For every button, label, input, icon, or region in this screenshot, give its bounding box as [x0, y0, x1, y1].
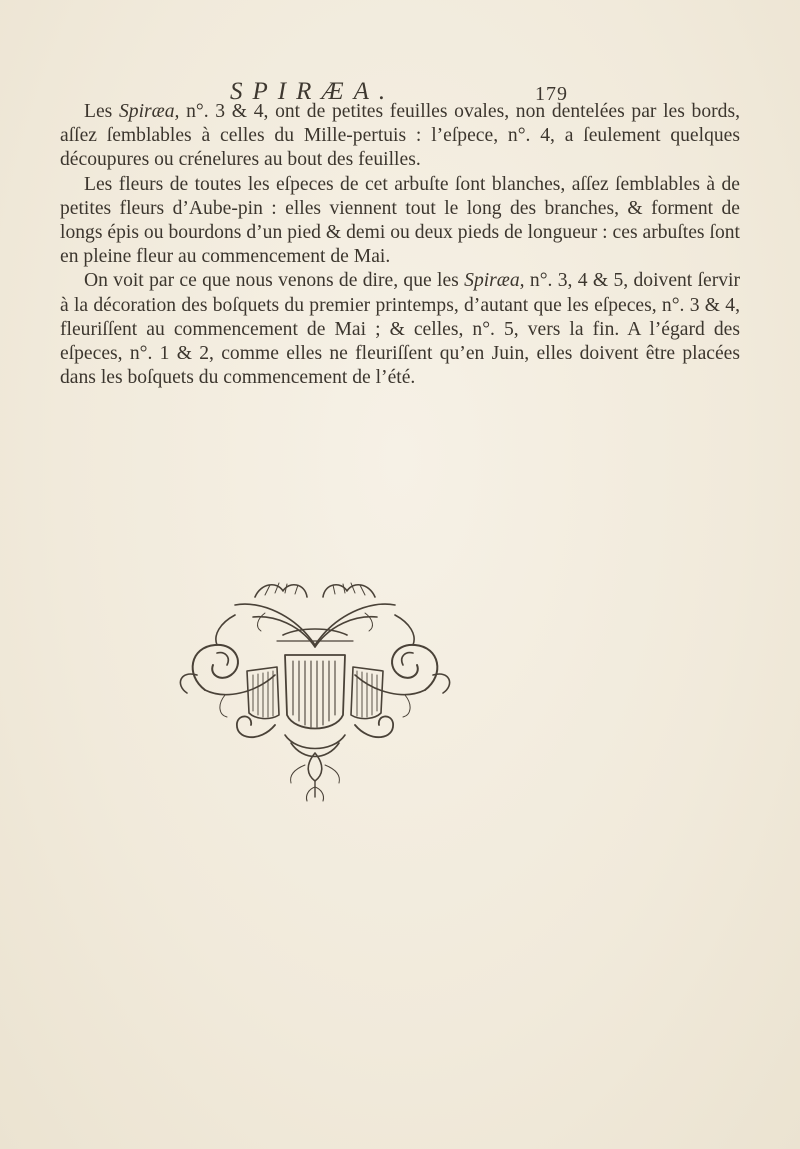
paragraph-3-lead: On voit par ce que nous venons de dire, que les [84, 270, 465, 292]
paragraph-1-lead: Les [84, 101, 119, 122]
paragraph-3-text: n°. 3, 4 & 5, doivent ſervir à la décoration des boſquets du premier printemps, d’autant que les eſpeces, n°. 3 & 4, fleuriſſent au commencement de Mai ; & celles, n°. 5, vers la fin. A l’égard des eſpeces, n°. 1 & 2, comme elles ne fleuriſſent qu’en Juin, elles doivent être placées dans les boſquets du commencement de l’été. [60, 270, 741, 389]
running-title: SPIRÆA. [230, 78, 396, 105]
paragraph-3 [60, 269, 740, 390]
page-number: 179 [535, 83, 568, 105]
paragraph-2 [60, 173, 740, 270]
paragraph-1 [60, 100, 740, 173]
paragraph-1-species: Spiræa, [118, 101, 180, 122]
ornament-icon [165, 575, 465, 805]
paragraph-1-text: n°. 3 & 4, ont de petites feuilles ovales, non dentelées par les bords, aſſez ſemblables à celles du Mille-pertuis : l’eſpece, n°. 4, a ſeulement quelques découpures ou crénelures au bout des feuilles. [60, 101, 740, 171]
body-text [60, 100, 740, 390]
paragraph-2-text: Les fleurs de toutes les eſpeces de cet arbuſte ſont blanches, aſſez ſemblables à de petites fleurs d’Aube-pin : elles viennent tout le long des branches, & forment de longs épis ou bourdons d’un pied & demi ou deux pieds de longueur : ces arbuſtes ſont en pleine fleur au commencement de Mai. [60, 173, 740, 268]
paragraph-3-species: Spiræa, [464, 270, 525, 292]
